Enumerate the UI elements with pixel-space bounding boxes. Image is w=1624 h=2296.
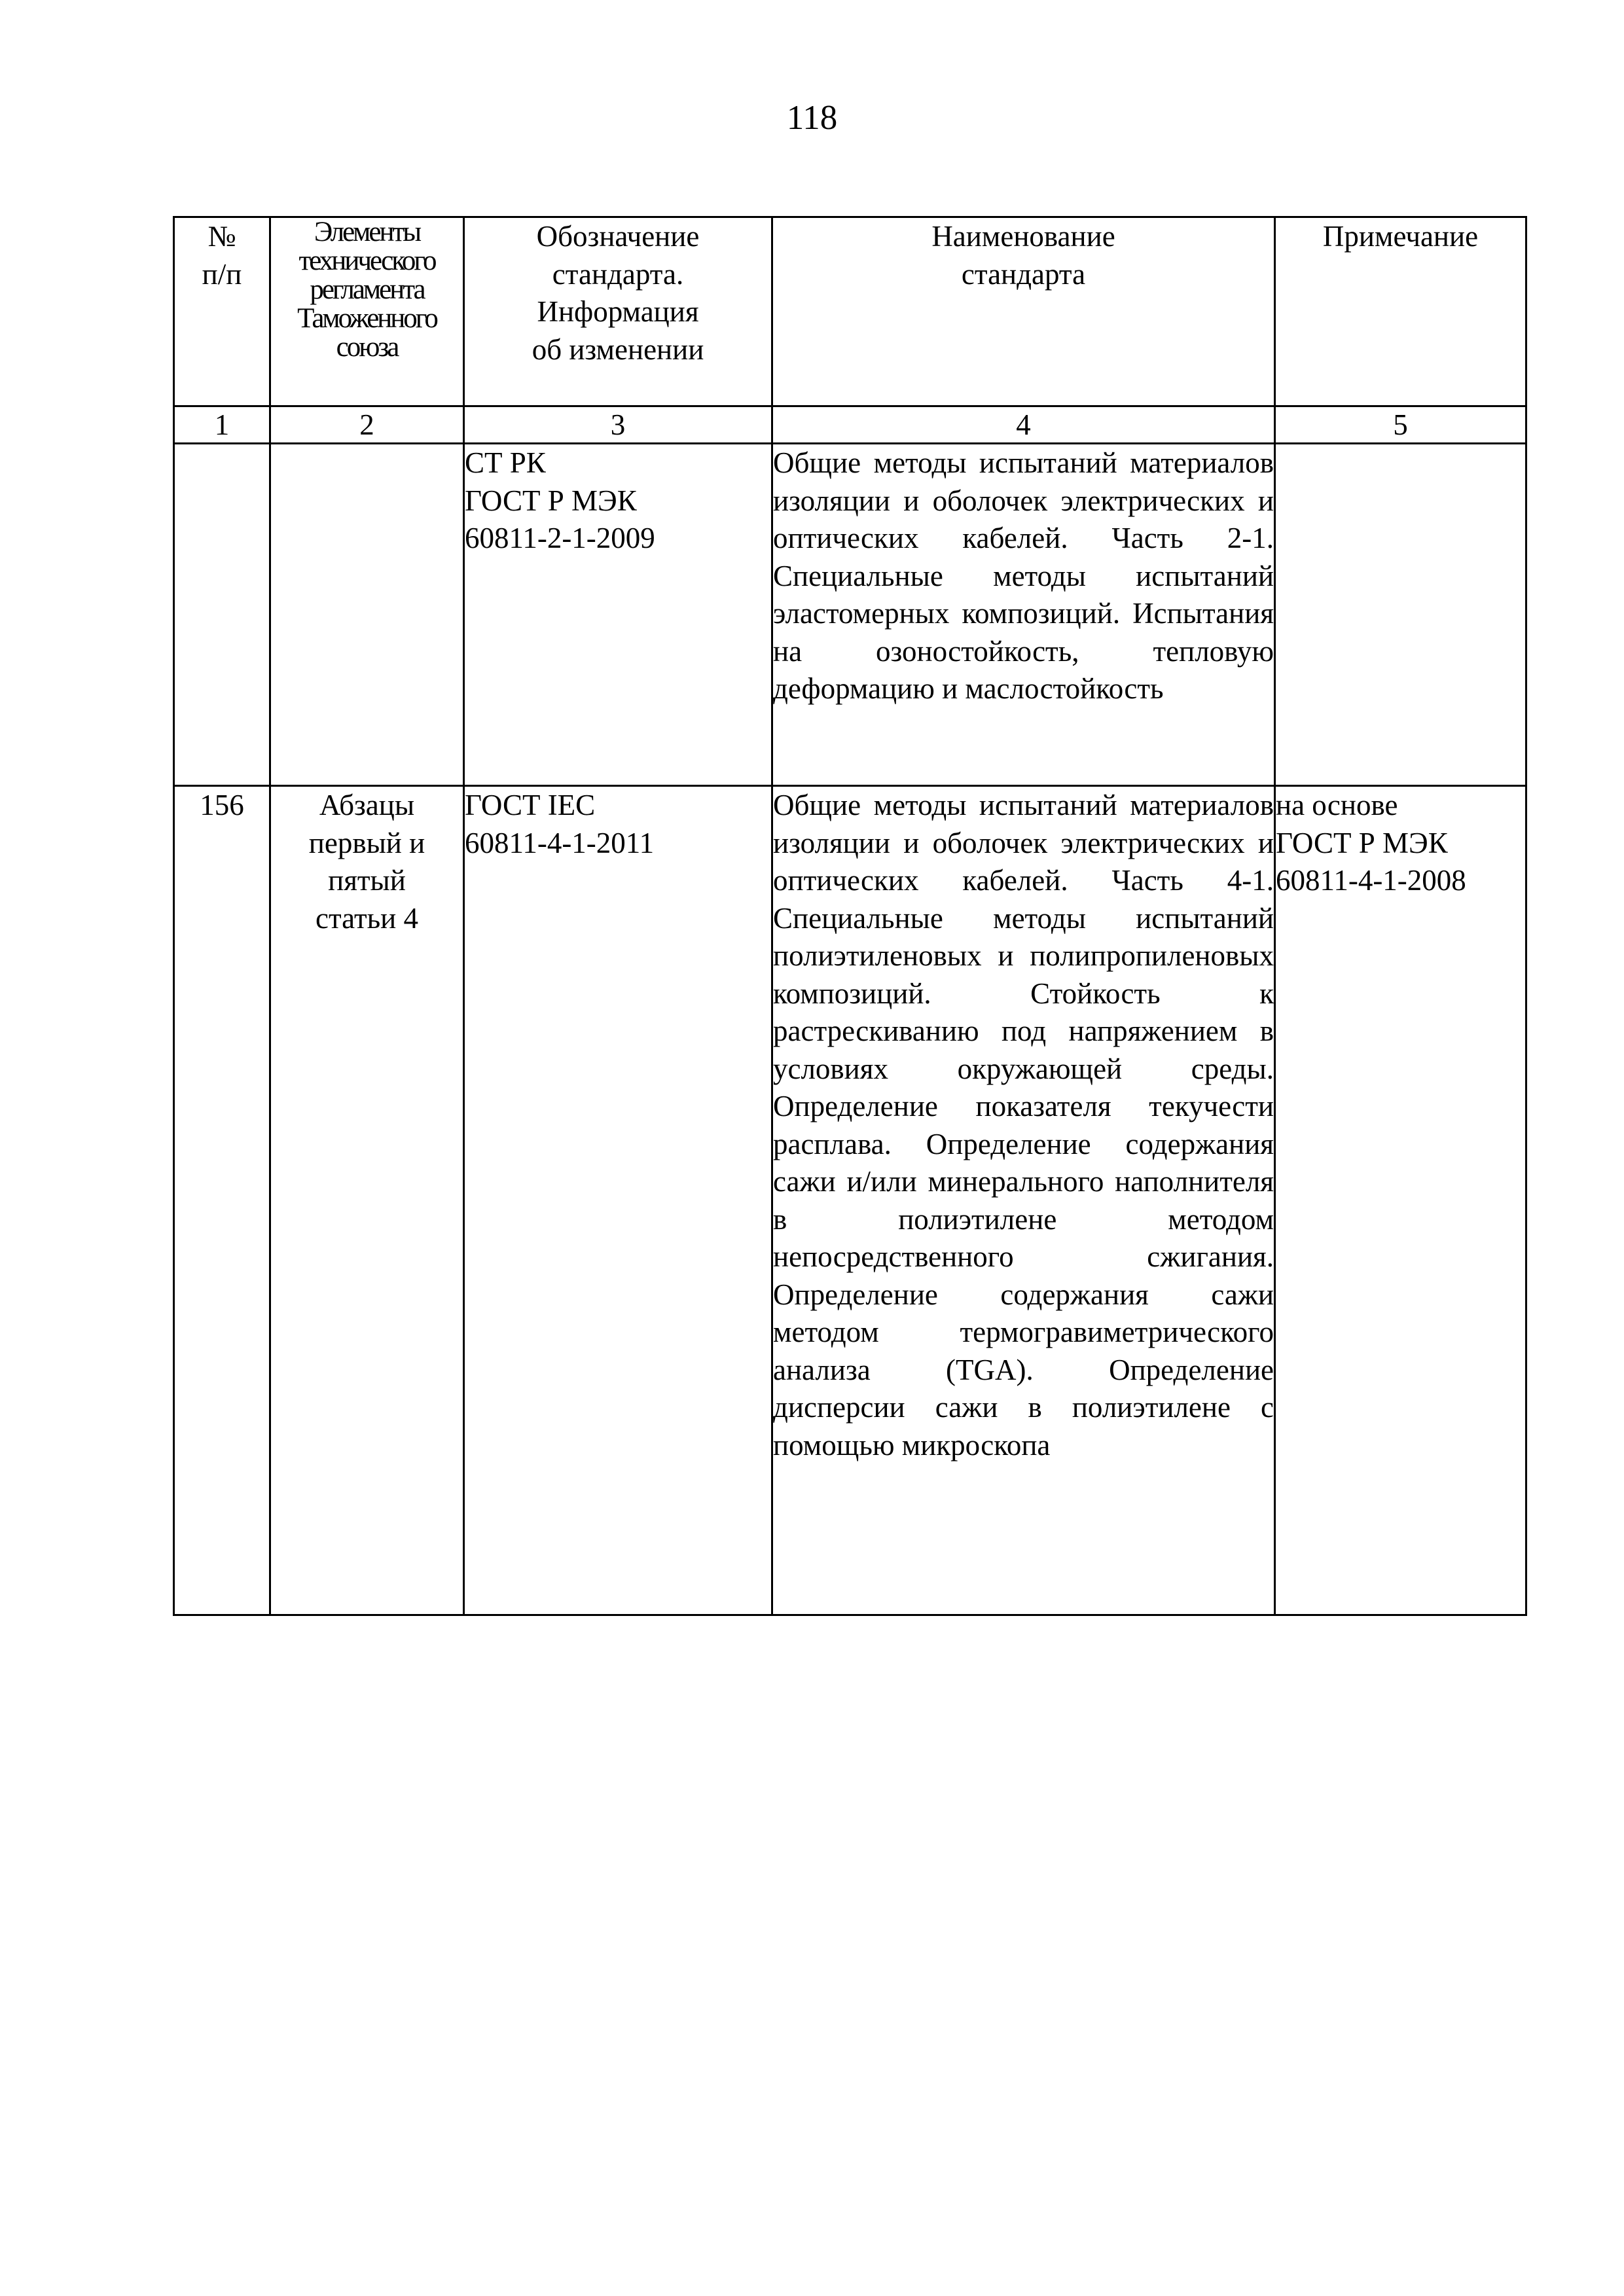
row-code: СТ РК ГОСТ Р МЭК 60811-2-1-2009 [464, 444, 772, 786]
column-number: 2 [270, 406, 464, 444]
row-note [1275, 444, 1526, 786]
column-number: 1 [174, 406, 270, 444]
column-number-row [174, 406, 1526, 444]
standards-table [173, 216, 1527, 1616]
header-number: № п/п [174, 217, 270, 406]
row-note: на основе ГОСТ Р МЭК 60811-4-1-2008 [1275, 786, 1526, 1615]
column-number: 4 [772, 406, 1275, 444]
row-element: Абзацы первый и пятый статьи 4 [270, 786, 464, 1615]
row-number [174, 444, 270, 786]
header-row [174, 217, 1526, 406]
column-number: 5 [1275, 406, 1526, 444]
row-name: Общие методы испытаний материалов изоляции и оболочек электрических и оптических кабелей. Часть 2-1. Специальные методы испытаний эластомерных композиций. Испытания на озоностойкость, тепловую деформацию и маслостойкость [772, 444, 1275, 786]
page-number: 118 [786, 99, 838, 137]
table-row [174, 786, 1526, 1615]
table-row [174, 444, 1526, 786]
row-number: 156 [174, 786, 270, 1615]
row-code: ГОСТ IEC 60811-4-1-2011 [464, 786, 772, 1615]
column-number: 3 [464, 406, 772, 444]
row-name: Общие методы испытаний материалов изоляции и оболочек электрических и оптических кабелей. Часть 4-1. Специальные методы испытаний полиэтиленовых и полипропиленовых композиций. Стойкость к растрескиванию под напряжением в условиях окружающей среды. Определение показателя текучести расплава. Определение содержания сажи и/или минерального наполнителя в полиэтилене методом непосредственного сжигания. Определение содержания сажи методом термогравиметрического анализа (TGA). Определение дисперсии сажи в полиэтилене с помощью микроскопа [772, 786, 1275, 1615]
header-element: Элементы технического регламента Таможенного союза [270, 217, 464, 406]
header-name: Наименование стандарта [772, 217, 1275, 406]
header-note: Примечание [1275, 217, 1526, 406]
header-code: Обозначение стандарта. Информация об изменении [464, 217, 772, 406]
row-element [270, 444, 464, 786]
